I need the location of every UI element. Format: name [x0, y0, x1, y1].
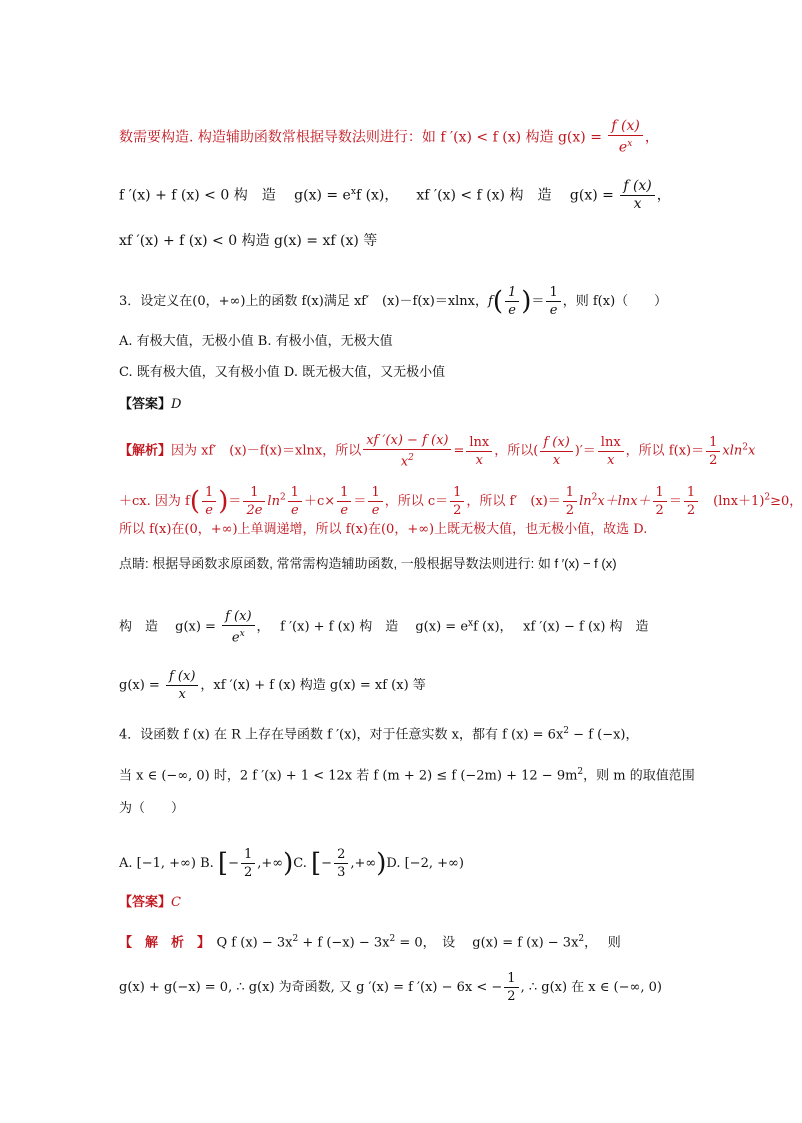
question-4-stem-1: 4．设函数 f (x) 在 R 上存在导函数 f ′(x)，对于任意实数 x，都有 f $(x) = 6x^2 - f$ (−x)， — [119, 726, 639, 743]
question-3-note-1: 点睛: 根据导函数求原函数, 常常需构造辅助函数, 一般根据导数法则进行: 如 f ′(x) − f (x) — [119, 556, 617, 571]
question-4-explanation-1: 【 解 析 】 Q f $(x) - 3x^2 + f$ $(-x) - 3x^2 = 0$， 设 g(x) = f $(x) - 3x^2$， 则 — [119, 934, 621, 951]
question-3-options-ab: A. 有极大值，无极小值 B. 有极小值，无极大值 — [119, 334, 393, 349]
hint-line-3: xf ′(x) + f (x) < 0 构造 g(x) = xf (x) 等 — [119, 233, 378, 249]
question-3-answer: 【答案】D — [119, 397, 182, 412]
question-3-explanation-1: 【解析】因为 xf′ (x)－f(x)＝xlnx，所以 $\frac{xf '(x) - f (x)}{x^2}$ = $\frac{\ln x}{x}$ ，所以( $\frac{f (x)}{x}$ )′＝ $\frac{\ln x}{x}$ ，所以 f(x)＝ $\frac{1}{2}$ xln$^2$x — [119, 433, 756, 470]
question-3-explanation-2: ＋cx. 因为 f( $\frac{1}{e}$ )＝ $\frac{1}{2e}$ $\ln^2$ $\frac{1}{e}$ ＋c× $\frac{1}{e}$ ＝ $\frac{1}{e}$ ，所以 c＝ $\frac{1}{2}$ ，所以 f′ (x)＝ $\frac{1}{2}$ $\ln^2x+\ln x+$ $\frac{1}{2}$ ＝ $\frac{1}{2}$ $(\ln x+1)^2\ge 0$， — [119, 485, 802, 518]
hint-line-1: 数需要构造. 构造辅助函数常根据导数法则进行：如 f ′(x) < f (x) 构造 g(x) = $\frac{f (x)}{e^x}$ ， — [119, 118, 659, 156]
question-3-options-cd: C. 既有极大值，又有极小值 D. 既无极大值，又无极小值 — [119, 365, 446, 380]
question-4-explanation-2: g(x) + g(−x) = 0, ∴ g(x) 为奇函数, 又 g ′(x) = f ′(x) − 6x < − $\frac{1}{2}$ , ∴ g(x) 在 x ∈ (−∞, 0) — [119, 971, 662, 1004]
fraction: $\frac{f (x)}{x}$ — [620, 178, 654, 213]
question-4-stem-3: 为（ ） — [119, 801, 185, 816]
question-4-stem-2: 当 x ∈ (−∞, 0) 时，2 f ′(x) + 1 < 12x 若 f (m + 2) ≤ f $(-2m) + 12 - 9m^2$，则 m 的取值范围 — [119, 767, 695, 784]
question-4-options: A. [−1, +∞) B. [− $\frac{1}{2}$ ,+∞)C. [− $\frac{2}{3}$ ,+∞)D. [−2, +∞) — [119, 847, 464, 880]
question-3-note-3: g(x) = $\frac{f (x)}{x}$ ，xf ′(x) + f (x) 构造 g(x) = xf (x) 等 — [119, 669, 426, 702]
question-3-stem: 3．设定义在(0，+∞)上的函数 f(x)满足 xf′ (x)－f(x)＝xlnx，f( $\frac{1}{e}$ )＝ $\frac{1}{e}$ ，则 f(x)（ ） — [119, 285, 668, 318]
fraction: $\frac{f (x)}{e^x}$ — [608, 118, 642, 157]
question-3-explanation-3: 所以 f(x)在(0，+∞)上单调递增，所以 f(x)在(0，+∞)上既无极大值，也无极小值，故选 D. — [119, 522, 648, 537]
hint-line-2: f ′(x) + f (x) < 0 构 造 $g(x) = e^xf$ (x)， xf ′(x) < f (x) 构 造 g(x) = $\frac{f (x)}{x}$ ， — [119, 178, 671, 212]
question-3-note-2: 构 造 g(x) = $\frac{f (x)}{e^x}$ ， f ′(x) + f (x) 构 造 $g(x) = e^xf$ (x)， xf ′(x) − f (x) 构 造 — [119, 609, 649, 646]
question-4-answer: 【答案】C — [119, 895, 181, 910]
